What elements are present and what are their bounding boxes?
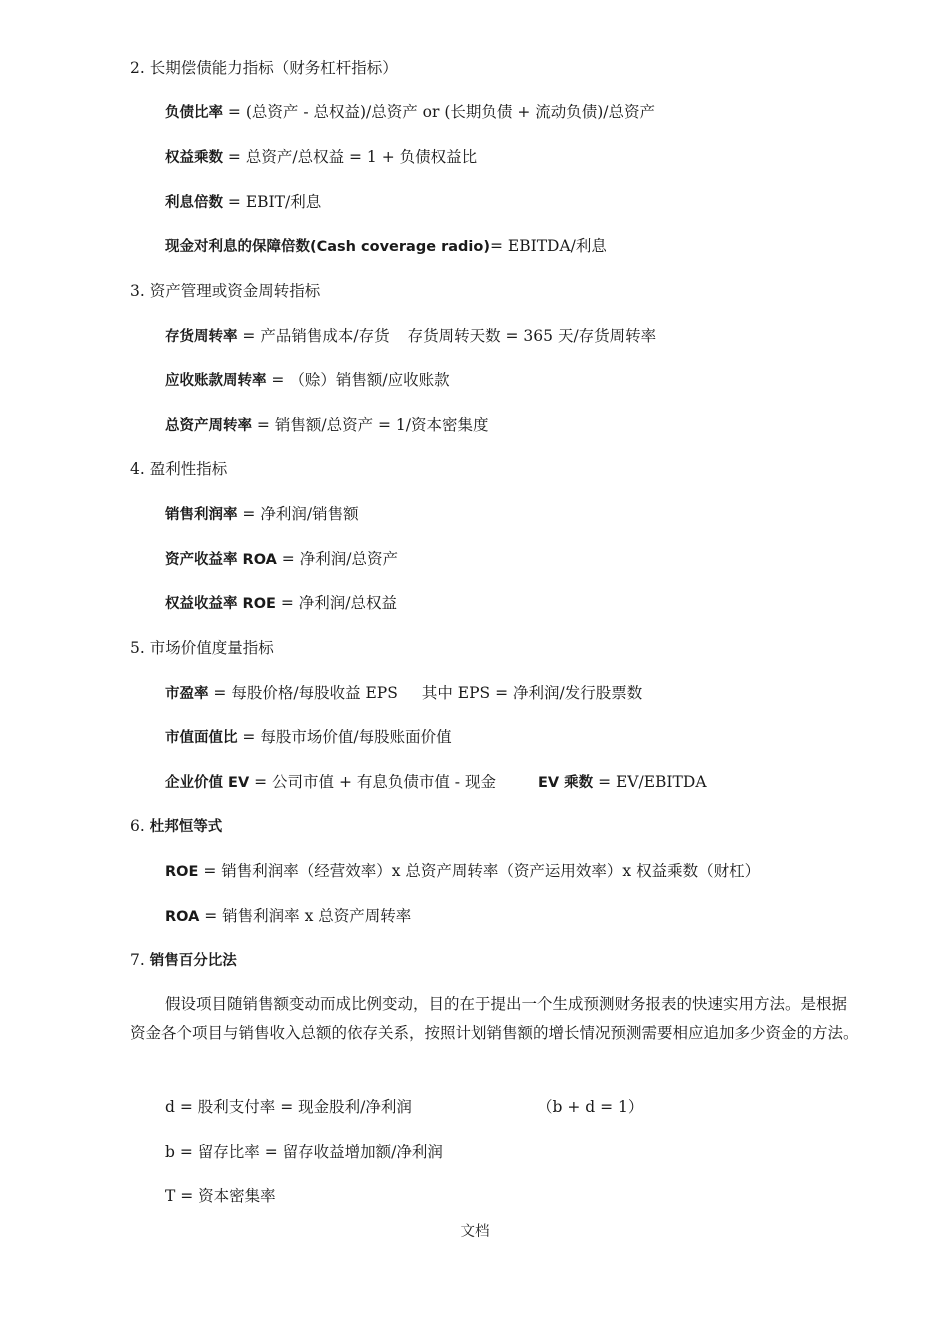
b-definition-line: b = 留存比率 = 留存收益增加额/净利润 <box>165 1143 443 1161</box>
receivable-turnover-line <box>165 367 450 393</box>
section-4-heading: 4. 盈利性指标 <box>130 460 228 478</box>
ev-label: 企业价值 EV <box>165 775 250 791</box>
ev-formula: = 公司市值 + 有息负债市值 - 现金 <box>249 773 496 791</box>
profit-margin-formula: = 净利润/销售额 <box>237 505 359 523</box>
ev-line <box>165 769 707 795</box>
roa-formula: = 净利润/总资产 <box>276 550 398 568</box>
receivable-turnover-formula: = （赊）销售额/应收账款 <box>266 371 450 389</box>
inventory-turnover-label: 存货周转率 <box>165 329 238 345</box>
dupont-roa-formula: = 销售利润率 x 总资产周转率 <box>199 907 412 925</box>
inventory-days-formula: = 365 天/存货周转率 <box>500 327 657 345</box>
roa-line <box>165 546 398 572</box>
interest-coverage-label: 利息倍数 <box>165 195 223 211</box>
roe-line <box>165 590 397 616</box>
asset-turnover-label: 总资产周转率 <box>165 418 252 434</box>
section-6-title: 杜邦恒等式 <box>149 819 223 835</box>
d-definition-note: （b + d = 1） <box>537 1098 644 1116</box>
asset-turnover-formula: = 销售额/总资产 = 1/资本密集度 <box>252 416 489 434</box>
inventory-turnover-line <box>165 323 656 349</box>
profit-margin-line <box>165 501 359 527</box>
t-definition-line: T = 资本密集率 <box>165 1187 276 1205</box>
interest-coverage-formula: = EBIT/利息 <box>223 193 322 211</box>
d-definition-line <box>165 1094 643 1120</box>
method-paragraph: 假设项目随销售额变动而成比例变动，目的在于提出一个生成预测财务报表的快速实用方法。是根据资金各个项目与销售收入总额的依存关系，按照计划销售额的增长情况预测需要相应追加多少资金的方法。 <box>130 995 859 1042</box>
dupont-roe-formula: = 销售利润率（经营效率）x 总资产周转率（资产运用效率）x 权益乘数（财杠） <box>198 862 761 880</box>
dupont-roa-label: ROA <box>165 909 200 925</box>
dupont-roe-line <box>165 858 760 884</box>
asset-turnover-line <box>165 412 489 438</box>
section-7-heading <box>130 947 237 973</box>
section-2-heading: 2. 长期偿债能力指标（财务杠杆指标） <box>130 59 398 77</box>
receivable-turnover-label: 应收账款周转率 <box>165 373 267 389</box>
cash-coverage-line <box>165 233 607 259</box>
debt-ratio-label: 负债比率 <box>165 105 223 121</box>
d-definition-formula: d = 股利支付率 = 现金股利/净利润 <box>165 1098 412 1116</box>
debt-ratio-formula: = (总资产 - 总权益)/总资产 or (长期负债 + 流动负债)/总资产 <box>223 103 656 121</box>
dupont-roe-label: ROE <box>165 864 199 880</box>
equity-multiplier-line <box>165 144 477 170</box>
inventory-days-label: 存货周转天数 <box>407 327 501 345</box>
ev-multiple-formula: = EV/EBITDA <box>593 773 707 791</box>
pb-line <box>165 724 452 750</box>
ev-multiple-label: EV 乘数 <box>537 775 594 791</box>
pe-line <box>165 680 642 706</box>
section-3-heading: 3. 资产管理或资金周转指标 <box>130 282 321 300</box>
profit-margin-label: 销售利润率 <box>165 507 238 523</box>
section-6-number: 6. <box>130 817 150 835</box>
pe-label: 市盈率 <box>165 686 209 702</box>
roe-label: 权益收益率 ROE <box>165 596 276 612</box>
section-5-heading: 5. 市场价值度量指标 <box>130 639 274 657</box>
section-7-title: 销售百分比法 <box>149 953 237 969</box>
roa-label: 资产收益率 ROA <box>165 552 277 568</box>
equity-multiplier-label: 权益乘数 <box>165 150 223 166</box>
debt-ratio-line <box>165 99 655 125</box>
interest-coverage-line <box>165 189 321 215</box>
pb-label: 市值面值比 <box>165 730 238 746</box>
equity-multiplier-formula: = 总资产/总权益 = 1 + 负债权益比 <box>223 148 478 166</box>
section-7-number: 7. <box>130 951 150 969</box>
dupont-roa-line <box>165 903 411 929</box>
cash-coverage-label: 现金对利息的保障倍数(Cash coverage radio) <box>165 239 490 255</box>
pe-formula: = 每股价格/每股收益 EPS <box>208 684 398 702</box>
inventory-turnover-formula: = 产品销售成本/存货 <box>237 327 390 345</box>
page-footer: 文档 <box>460 1224 490 1240</box>
eps-formula: 其中 EPS = 净利润/发行股票数 <box>421 684 643 702</box>
pb-formula: = 每股市场价值/每股账面价值 <box>237 728 452 746</box>
roe-formula: = 净利润/总权益 <box>275 594 398 612</box>
section-6-heading <box>130 813 222 839</box>
cash-coverage-formula: = EBITDA/利息 <box>489 237 607 255</box>
